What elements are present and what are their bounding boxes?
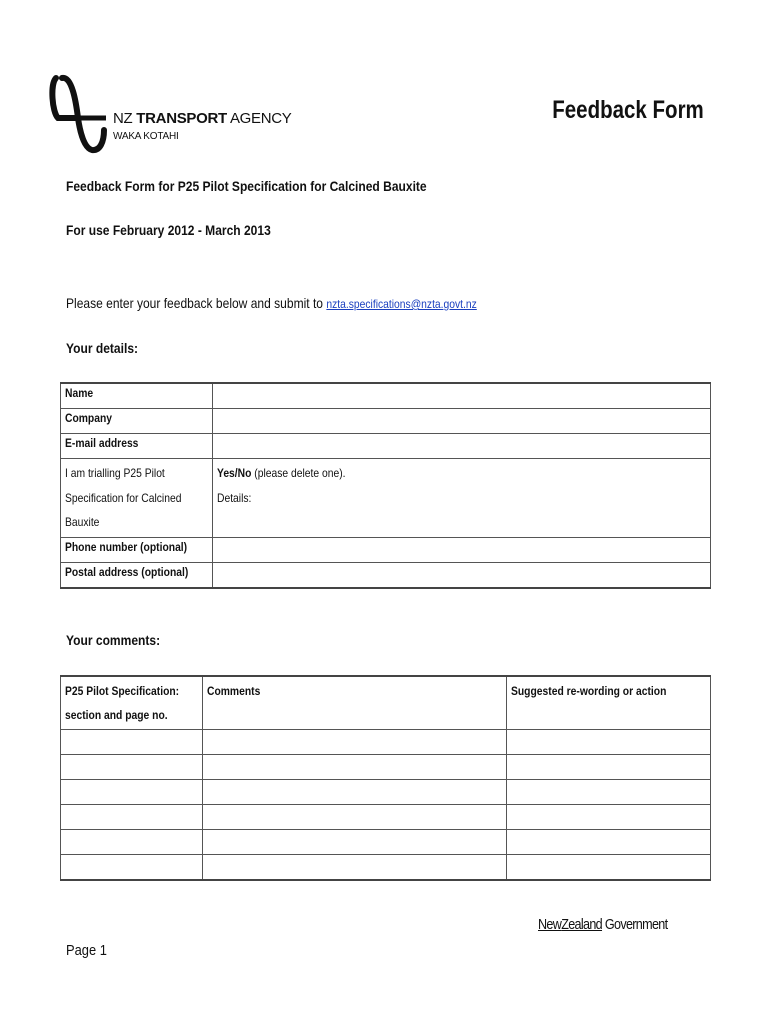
email-link[interactable]: nzta.specifications@nzta.govt.nz (326, 297, 477, 311)
trial-field[interactable] (213, 459, 711, 538)
form-title: Feedback Form for P25 Pilot Specification for Calcined Bauxite (66, 178, 427, 194)
table-row (61, 459, 711, 538)
postal-label: Postal address (optional) (65, 564, 189, 579)
column-header-suggestion: Suggested re-wording or action (510, 684, 667, 698)
table-cell[interactable] (61, 830, 203, 855)
yes-no-note: (please delete one). (251, 466, 346, 480)
table-cell[interactable] (202, 855, 506, 881)
agency-name: NZ TRANSPORT AGENCY (113, 110, 292, 127)
phone-field[interactable] (213, 537, 711, 562)
table-row (61, 855, 711, 881)
column-header-comments: Comments (206, 684, 261, 698)
table-cell[interactable] (506, 780, 710, 805)
table-cell[interactable] (506, 730, 710, 755)
table-row (61, 780, 711, 805)
table-cell[interactable] (506, 830, 710, 855)
agency-subtitle: WAKA KOTAHI (113, 131, 179, 142)
trial-label-line: Specification for Calcined (65, 490, 182, 505)
document-title: Feedback Form (552, 96, 704, 124)
table-row (61, 434, 711, 459)
table-cell[interactable] (61, 805, 203, 830)
trial-label-line: Bauxite (65, 515, 100, 529)
table-cell[interactable] (61, 755, 203, 780)
table-cell[interactable] (61, 855, 203, 881)
table-cell[interactable] (202, 830, 506, 855)
table-cell[interactable] (202, 780, 506, 805)
table-cell[interactable] (202, 755, 506, 780)
page-number: Page 1 (66, 942, 107, 959)
table-cell[interactable] (61, 780, 203, 805)
nzta-logo-icon (48, 72, 110, 154)
your-details-heading: Your details: (66, 340, 139, 356)
company-label: Company (65, 411, 113, 425)
column-header-section: P25 Pilot Specification: (65, 684, 180, 698)
trial-label-line: I am trialling P25 Pilot (65, 466, 165, 480)
name-label: Name (65, 386, 94, 400)
table-cell[interactable] (61, 730, 203, 755)
details-table (60, 382, 711, 589)
table-row (61, 537, 711, 562)
table-row (61, 830, 711, 855)
table-cell[interactable] (202, 805, 506, 830)
table-cell[interactable] (506, 805, 710, 830)
table-row (61, 755, 711, 780)
use-period: For use February 2012 - March 2013 (66, 222, 271, 238)
table-row (61, 805, 711, 830)
name-field[interactable] (213, 383, 711, 409)
table-row (61, 730, 711, 755)
table-row (61, 409, 711, 434)
phone-label: Phone number (optional) (65, 539, 188, 554)
table-row (61, 383, 711, 409)
table-header-row (61, 676, 711, 730)
email-field[interactable] (213, 434, 711, 459)
details-label: Details: (217, 490, 252, 505)
table-cell[interactable] (506, 755, 710, 780)
yes-no-text: Yes/No (217, 466, 252, 480)
nz-government-logo: NewZealand Government (538, 916, 668, 933)
comments-table (60, 675, 711, 881)
postal-field[interactable] (213, 562, 711, 588)
table-row (61, 562, 711, 588)
column-header-section-line2: section and page no. (65, 708, 168, 722)
table-cell[interactable] (506, 855, 710, 881)
your-comments-heading: Your comments: (66, 632, 161, 648)
table-cell[interactable] (202, 730, 506, 755)
email-label: E-mail address (65, 436, 139, 450)
instruction-text: Please enter your feedback below and submit to nzta.specifications@nzta.govt.nz (66, 295, 477, 311)
company-field[interactable] (213, 409, 711, 434)
